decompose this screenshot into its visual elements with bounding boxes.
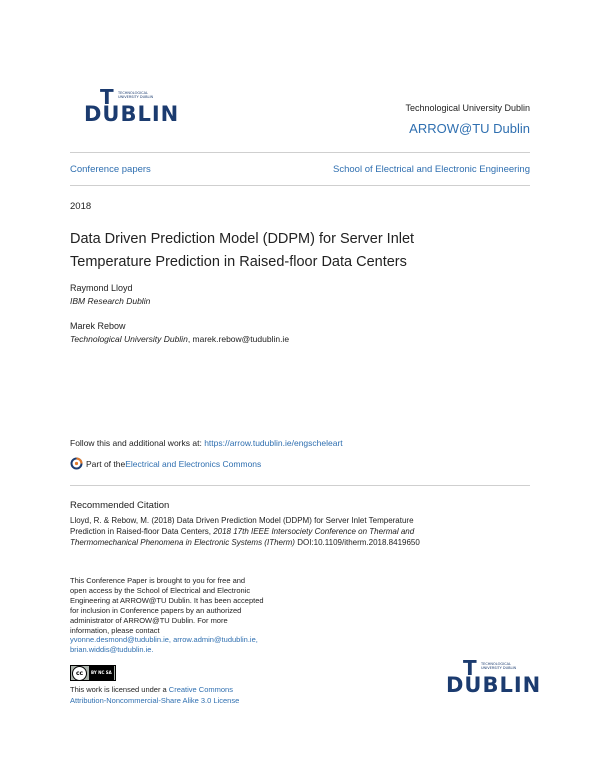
logo-wordmark: DUBLIN [84, 102, 180, 126]
citation-line [70, 537, 540, 548]
logo-t-letter: T [463, 656, 477, 680]
commons-link[interactable]: Electrical and Electronics Commons [125, 458, 262, 469]
logo-small-text: TECHNOLOGICAL UNIVERSITY DUBLIN [118, 91, 154, 99]
tu-dublin-logo[interactable] [84, 85, 180, 132]
network-icon [70, 457, 83, 470]
notice-line: Engineering at ARROW@TU Dublin. It has been accepted [70, 595, 264, 605]
contact-emails[interactable]: yvonne.desmond@tudublin.ie, arrow.admin@tudublin.ie, [70, 635, 258, 645]
notice-line: information, please contact [70, 625, 160, 635]
notice-line: administrator of ARROW@TU Dublin. For more [70, 615, 228, 625]
citation-line: Lloyd, R. & Rebow, M. (2018) Data Driven Prediction Model (DDPM) for Server Inlet Temperature [70, 516, 414, 525]
citation-venue: Thermomechanical Phenomena in Electronic Systems (ITherm) [70, 538, 295, 548]
cc-badge-text: BY NC SA [89, 666, 114, 680]
license-prefix: This work is licensed under a [70, 685, 169, 694]
license-link[interactable]: Attribution-Noncommercial-Share Alike 3.0 License [70, 696, 240, 705]
tu-dublin-logo-footer[interactable] [446, 656, 542, 705]
citation-block [70, 515, 540, 549]
follow-line [70, 438, 343, 448]
author-affiliation-line [70, 334, 289, 344]
author-affiliation: Technological University Dublin [70, 334, 188, 344]
citation-text: Prediction in Raised-floor Data Centers, [70, 527, 214, 537]
citation-doi: DOI:10.1109/itherm.2018.8419650 [294, 538, 420, 548]
follow-prefix: Follow this and additional works at: [70, 438, 205, 448]
logo-small-text: TECHNOLOGICAL UNIVERSITY DUBLIN [481, 662, 517, 670]
school-link[interactable]: School of Electrical and Electronic Engineering [333, 164, 530, 175]
collection-url-link[interactable]: https://arrow.tudublin.ie/engscheleart [204, 438, 343, 448]
cc-license-badge[interactable] [70, 665, 116, 681]
cc-icon: cc [72, 666, 87, 681]
divider-citation [70, 485, 530, 486]
author-affiliation: IBM Research Dublin [70, 296, 151, 306]
logo-wordmark: DUBLIN [446, 673, 542, 697]
author-name: Raymond Lloyd [70, 283, 133, 293]
part-of-line [70, 457, 261, 470]
author-name: Marek Rebow [70, 321, 126, 331]
institution-name: Technological University Dublin [405, 103, 530, 113]
citation-heading: Recommended Citation [70, 500, 170, 511]
notice-line: for inclusion in Conference papers by an authorized [70, 605, 242, 615]
divider-top [70, 152, 530, 153]
contact-emails[interactable]: brian.widdis@tudublin.ie. [70, 645, 154, 655]
notice-line: This Conference Paper is brought to you for free and [70, 576, 246, 585]
notice-line: open access by the School of Electrical and Electronic [70, 585, 251, 595]
logo-t-letter: T [100, 85, 114, 109]
author-email[interactable]: , marek.rebow@tudublin.ie [187, 334, 290, 344]
divider-mid [70, 185, 530, 186]
citation-line [70, 526, 540, 537]
conference-papers-link[interactable]: Conference papers [70, 164, 151, 175]
citation-venue: 2018 17th IEEE Intersociety Conference on Thermal and [213, 527, 415, 537]
paper-title-line2: Temperature Prediction in Raised-floor Data Centers [70, 254, 407, 270]
access-notice [70, 576, 310, 655]
publication-year: 2018 [70, 201, 92, 212]
paper-title-line1: Data Driven Prediction Model (DDPM) for Server Inlet [70, 231, 415, 247]
repository-link[interactable]: ARROW@TU Dublin [409, 121, 530, 136]
part-of-prefix: Part of the [86, 458, 126, 469]
license-text [70, 684, 330, 706]
license-link[interactable]: Creative Commons [168, 685, 233, 694]
